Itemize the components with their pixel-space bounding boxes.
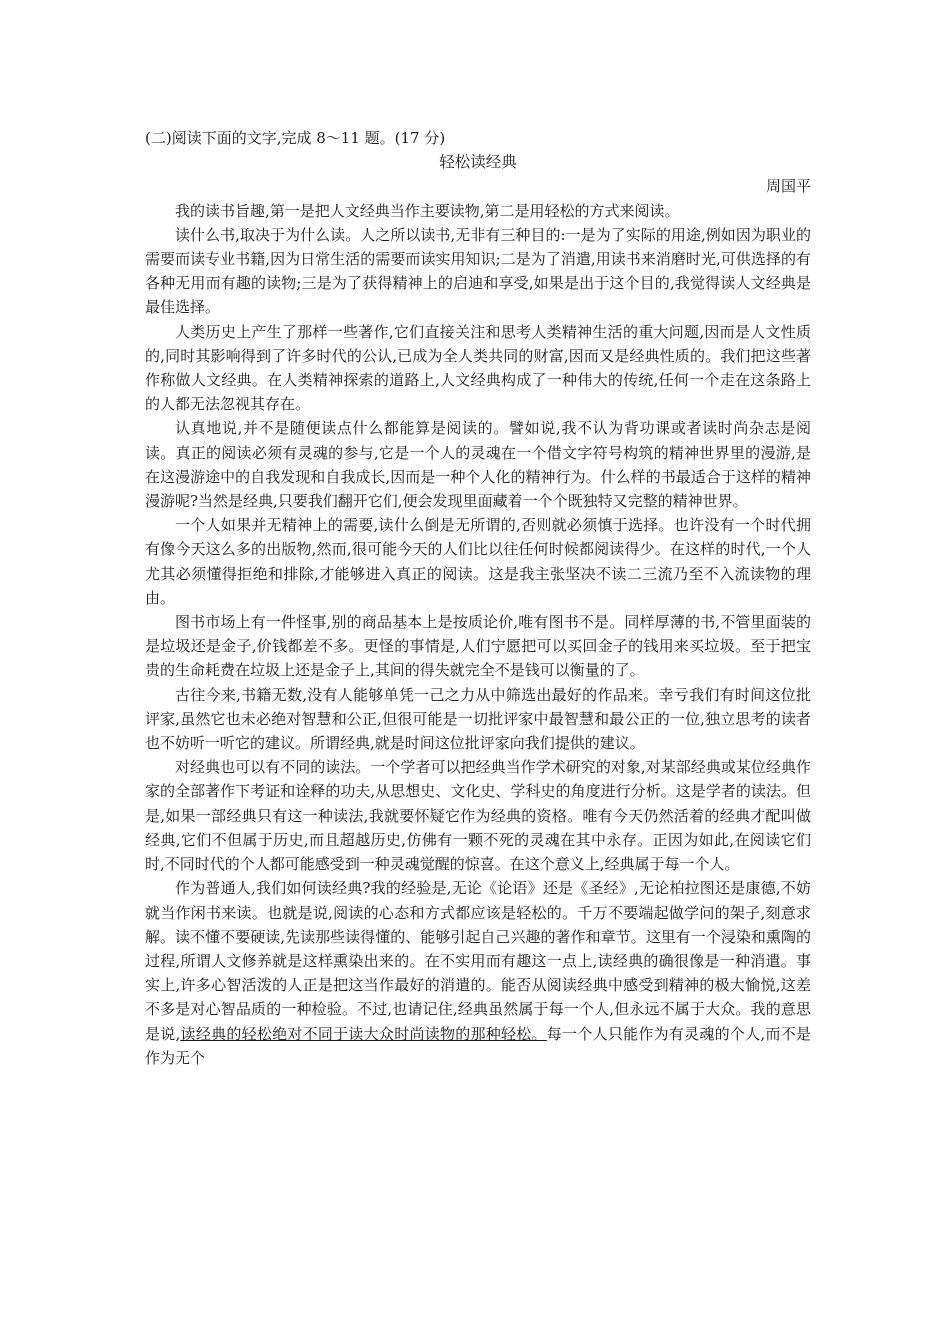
paragraph-7: 古往今来,书籍无数,没有人能够单凭一己之力从中筛选出最好的作品来。幸亏我们有时间这位批评家,虽然它也未必绝对智慧和公正,但很可能是一切批评家中最智慧和最公正的一位,独立思考的读者也不妨听一听它的建议。所谓经典,就是时间这位批评家向我们提供的建议。 bbox=[145, 685, 811, 753]
article-body bbox=[145, 126, 811, 1070]
paragraph-8: 对经典也可以有不同的读法。一个学者可以把经典当作学术研究的对象,对某部经典或某位经典作家的全部著作下考证和诠释的功夫,从思想史、文化史、学科史的角度进行分析。这是学者的读法。但是,如果一部经典只有这一种读法,我就要怀疑它作为经典的资格。唯有今天仍然活着的经典才配叫做经典,它们不但属于历史,而且超越历史,仿佛有一颗不死的灵魂在其中永存。正因为如此,在阅读它们时,不同时代的个人都可能感受到一种灵魂觉醒的惊喜。在这个意义上,经典属于每一个人。 bbox=[145, 758, 811, 874]
paragraph-9-text: 作为普通人,我们如何读经典?我的经验是,无论《论语》还是《圣经》,无论柏拉图还是康德,不妨就当作闲书来读。也就是说,阅读的心态和方式都应该是轻松的。千万不要端起做学问的架子,刻意求解。读不懂不要硬读,先读那些读得懂的、能够引起自己兴趣的著作和章节。这里有一个浸染和熏陶的过程,所谓人文修养就是这样熏染出来的。在不实用而有趣这一点上,读经典的确很像是一种消遣。事实上,许多心智活泼的人正是把这当作最好的消遣的。能否从阅读经典中感受到精神的极大愉悦,这差不多是对心智品质的一种检验。不过,也请记住,经典虽然属于每一个人,但永远不属于大众。我的意思是说, bbox=[145, 879, 811, 1043]
paragraph-1: 我的读书旨趣,第一是把人文经典当作主要读物,第二是用轻松的方式来阅读。 bbox=[175, 201, 680, 220]
underlined-sentence: 读经典的轻松绝对不同于读大众时尚读物的那种轻松。 bbox=[180, 1024, 547, 1043]
article-title: 轻松读经典 bbox=[439, 153, 517, 172]
article-author: 周国平 bbox=[765, 177, 811, 196]
paragraph-6: 图书市场上有一件怪事,别的商品基本上是按质论价,唯有图书不是。同样厚薄的书,不管里面装的是垃圾还是金子,价钱都差不多。更怪的事情是,人们宁愿把可以买回金子的钱用来买垃圾。至于把宝贵的生命耗费在垃圾上还是金子上,其间的得失就完全不是钱可以衡量的了。 bbox=[145, 613, 811, 680]
paragraph-9-continuation: 每一个人只能作为有灵魂的个人,而不是作为无个 bbox=[145, 1024, 811, 1067]
paragraph-5: 一个人如果并无精神上的需要,读什么倒是无所谓的,否则就必须慎于选择。也许没有一个时代拥有像今天这么多的出版物,然而,很可能今天的人们比以往任何时候都阅读得少。在这样的时代,一个人尤其必须懂得拒绝和排除,才能够进入真正的阅读。这是我主张坚决不读二三流乃至不入流读物的理由。 bbox=[145, 516, 811, 607]
paragraph-9 bbox=[145, 876, 811, 1070]
paragraph-2: 读什么书,取决于为什么读。人之所以读书,无非有三种目的:一是为了实际的用途,例如因为职业的需要而读专业书籍,因为日常生活的需要而读实用知识;二是为了消遣,用读书来消磨时光,可供选择的有各种无用而有趣的读物;三是为了获得精神上的启迪和享受,如果是出于这个目的,我觉得读人文经典是最佳选择。 bbox=[145, 225, 811, 317]
question-instruction: (二)阅读下面的文字,完成 8～11 题。(17 分) bbox=[145, 129, 446, 147]
paragraph-4: 认真地说,并不是随便读点什么都能算是阅读的。譬如说,我不认为背功课或者读时尚杂志是阅读。真正的阅读必须有灵魂的参与,它是一个人的灵魂在一个借文字符号构筑的精神世界里的漫游,是在这漫游途中的自我发现和自我成长,因而是一种个人化的精神行为。什么样的书最适合于这样的精神漫游呢?当然是经典,只要我们翻开它们,便会发现里面藏着一个个既独特又完整的精神世界。 bbox=[145, 419, 811, 511]
paragraph-3: 人类历史上产生了那样一些著作,它们直接关注和思考人类精神生活的重大问题,因而是人文性质的,同时其影响得到了许多时代的公认,已成为全人类共同的财富,因而又是经典性质的。我们把这些著作称做人文经典。在人类精神探索的道路上,人文经典构成了一种伟大的传统,任何一个走在这条路上的人都无法忽视其存在。 bbox=[145, 322, 811, 414]
